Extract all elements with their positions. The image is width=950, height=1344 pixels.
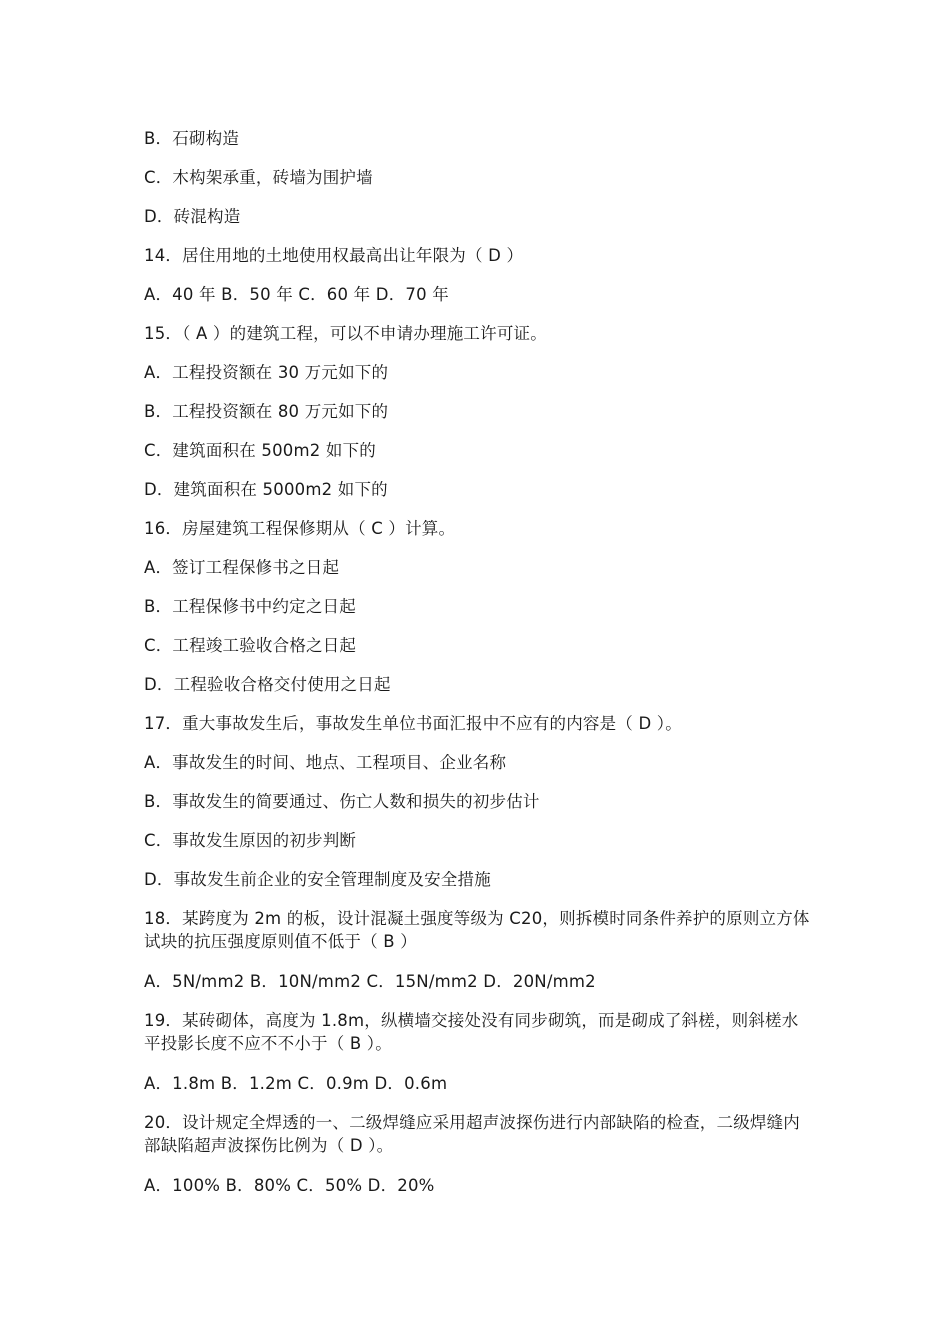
option-line: D．砖混构造: [144, 207, 241, 226]
question-line: 19．某砖砌体，高度为 1.8m，纵横墙交接处没有同步砌筑，而是砌成了斜槎，则斜槎水平投影长度不应不不小于（ B ）。: [144, 1011, 799, 1053]
option-line: A．1.8m B．1.2m C．0.9m D．0.6m: [144, 1074, 448, 1093]
option-line: B．石砌构造: [144, 129, 240, 148]
option-line: C．事故发生原因的初步判断: [144, 831, 357, 850]
question-line: 14．居住用地的土地使用权最高出让年限为（ D ）: [144, 246, 524, 265]
question-line: 17．重大事故发生后，事故发生单位书面汇报中不应有的内容是（ D ）。: [144, 714, 682, 733]
option-line: B．工程保修书中约定之日起: [144, 597, 356, 616]
option-line: A．40 年 B．50 年 C．60 年 D．70 年: [144, 285, 449, 304]
question-line: 16．房屋建筑工程保修期从（ C ）计算。: [144, 519, 456, 538]
question-line: 15．（ A ）的建筑工程，可以不申请办理施工许可证。: [144, 324, 547, 343]
question-line: 20．设计规定全焊透的一、二级焊缝应采用超声波探伤进行内部缺陷的检查，二级焊缝内部缺陷超声波探伤比例为（ D ）。: [144, 1113, 800, 1155]
option-line: C．建筑面积在 500m2 如下的: [144, 441, 376, 460]
option-line: A．5N/mm2 B．10N/mm2 C．15N/mm2 D．20N/mm2: [144, 972, 596, 991]
option-line: A．事故发生的时间、地点、工程项目、企业名称: [144, 753, 507, 772]
option-line: D．建筑面积在 5000m2 如下的: [144, 480, 388, 499]
option-line: A．签订工程保修书之日起: [144, 558, 340, 577]
option-line: C．工程竣工验收合格之日起: [144, 636, 357, 655]
option-line: C．木构架承重，砖墙为围护墙: [144, 168, 373, 187]
option-line: A．工程投资额在 30 万元如下的: [144, 363, 389, 382]
option-line: B．事故发生的简要通过、伤亡人数和损失的初步估计: [144, 792, 540, 811]
question-line: 18．某跨度为 2m 的板，设计混凝土强度等级为 C20，则拆模时同条件养护的原则立方体试块的抗压强度原则值不低于（ B ）: [144, 909, 810, 951]
option-line: D．工程验收合格交付使用之日起: [144, 675, 391, 694]
option-line: D．事故发生前企业的安全管理制度及安全措施: [144, 870, 491, 889]
option-line: A．100% B．80% C．50% D．20%: [144, 1176, 435, 1195]
option-line: B．工程投资额在 80 万元如下的: [144, 402, 389, 421]
